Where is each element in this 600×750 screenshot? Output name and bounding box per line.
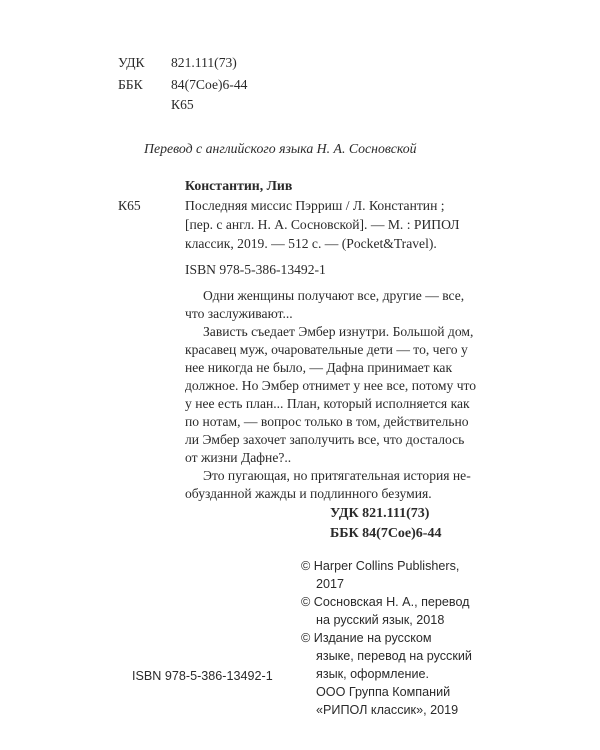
copyright-line: язык, оформление. bbox=[316, 667, 430, 681]
copyright-line: ООО Группа Компаний bbox=[316, 685, 451, 699]
copyright-line: 2017 bbox=[316, 577, 345, 591]
translation-note: Перевод с английского языка Н. А. Сосновской bbox=[144, 141, 417, 156]
catalog-author-heading: Константин, Лив bbox=[185, 178, 293, 193]
annotation-line: Это пугающая, но притягательная история не- bbox=[203, 468, 471, 483]
annotation-line: что заслуживают... bbox=[185, 306, 293, 321]
header-udk-label: УДК bbox=[118, 55, 145, 70]
classification-udk: УДК 821.111(73) bbox=[330, 506, 430, 521]
annotation-line: у нее есть план... План, который исполняется как bbox=[185, 396, 470, 411]
header-bbk-value: 84(7Сое)6-44 bbox=[171, 77, 248, 92]
classification-bbk: ББК 84(7Сое)6-44 bbox=[330, 526, 442, 541]
header-udk-value: 821.111(73) bbox=[171, 55, 237, 70]
annotation-line: ли Эмбер захочет заполучить все, что досталось bbox=[185, 432, 465, 447]
header-author-mark: К65 bbox=[171, 97, 194, 112]
footer-isbn: ISBN 978-5-386-13492-1 bbox=[132, 669, 273, 683]
copyright-line: языке, перевод на русский bbox=[316, 649, 472, 663]
catalog-isbn: ISBN 978-5-386-13492-1 bbox=[185, 262, 326, 277]
annotation-line: нее никогда не было, — Дафна принимает как bbox=[185, 360, 453, 375]
catalog-author-mark: К65 bbox=[118, 198, 141, 213]
annotation-line: Одни женщины получают все, другие — все, bbox=[203, 288, 465, 303]
header-bbk-label: ББК bbox=[118, 77, 143, 92]
catalog-description-line: [пер. с англ. Н. А. Сосновской]. — М. : РИПОЛ bbox=[185, 217, 460, 232]
annotation-line: обузданной жажды и подлинного безумия. bbox=[185, 486, 432, 501]
annotation-line: должное. Но Эмбер отнимет у нее все, потому что bbox=[185, 378, 477, 393]
catalog-description-line: Последняя миссис Пэрриш / Л. Константин ; bbox=[185, 198, 445, 213]
catalog-description-line: классик, 2019. — 512 с. — (Pocket&Travel). bbox=[185, 236, 437, 251]
annotation-line: по нотам, — вопрос только в том, действительно bbox=[185, 414, 469, 429]
copyright-line: © Издание на русском bbox=[301, 631, 432, 645]
annotation-line: Зависть съедает Эмбер изнутри. Большой дом, bbox=[203, 324, 474, 339]
annotation-line: красавец муж, очаровательные дети — то, чего у bbox=[185, 342, 468, 357]
copyright-line: на русский язык, 2018 bbox=[316, 613, 445, 627]
copyright-line: © Сосновская Н. А., перевод bbox=[301, 595, 470, 609]
copyright-line: «РИПОЛ классик», 2019 bbox=[316, 703, 459, 717]
copyright-line: © Harper Collins Publishers, bbox=[301, 559, 460, 573]
annotation-line: от жизни Дафне?.. bbox=[185, 450, 292, 465]
